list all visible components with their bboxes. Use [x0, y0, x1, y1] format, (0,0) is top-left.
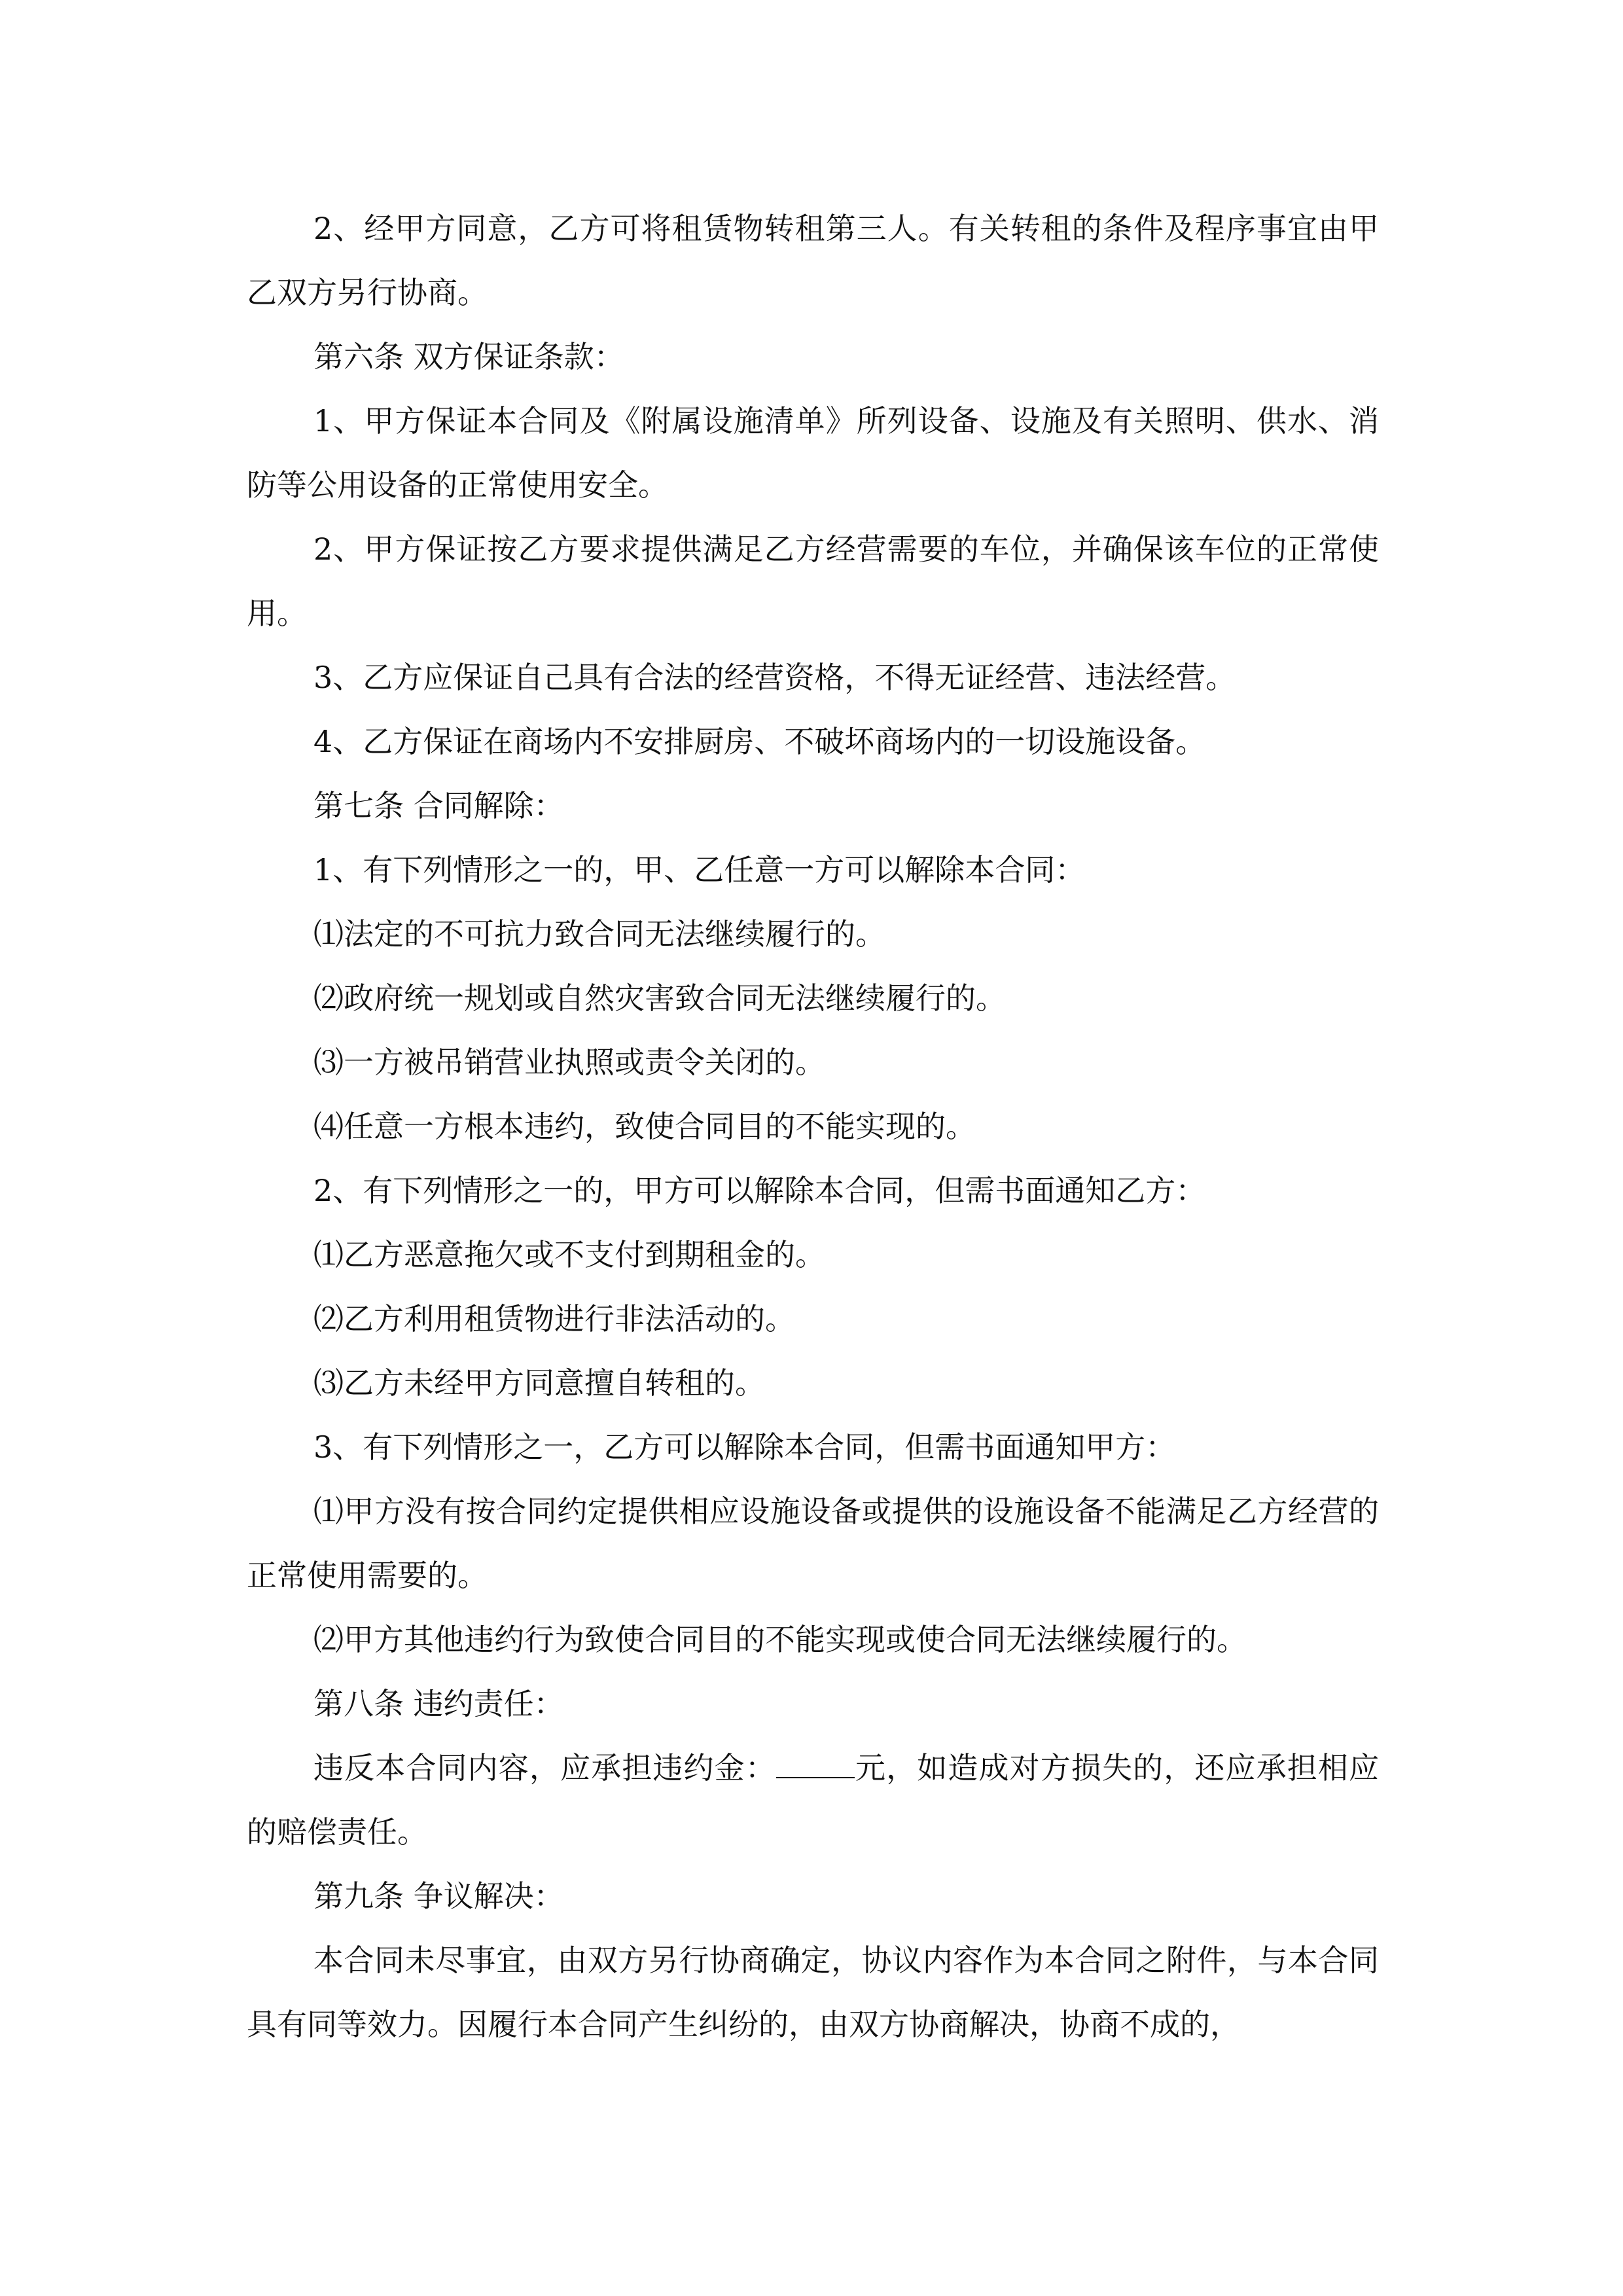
paragraph-7-2-b: ⑵乙方利用租赁物进行非法活动的。 [313, 1301, 795, 1336]
paragraph-6-3: 3、乙方应保证自己具有合法的经营资格，不得无证经营、违法经营。 [313, 660, 1236, 695]
article-9-heading: 第九条 争议解决： [313, 1878, 564, 1914]
paragraph-9-1: 本合同未尽事宜，由双方另行协商确定，协议内容作为本合同之附件，与本合同具有同等效力。因履行本合同产生纠纷的，由双方协商解决，协商不成的， [247, 1943, 1379, 2042]
paragraph-7-2-c: ⑶乙方未经甲方同意擅自转租的。 [313, 1365, 765, 1401]
article-8-heading: 第八条 违约责任： [313, 1686, 564, 1721]
paragraph-7-3: 3、有下列情形之一，乙方可以解除本合同，但需书面通知甲方： [313, 1429, 1176, 1465]
article-7-heading: 第七条 合同解除： [313, 788, 564, 823]
penalty-text-before: 违反本合同内容，应承担违约金： [313, 1750, 776, 1785]
paragraph-7-1-c: ⑶一方被吊销营业执照或责令关闭的。 [313, 1045, 825, 1080]
paragraph-6-4: 4、乙方保证在商场内不安排厨房、不破坏商场内的一切设施设备。 [313, 724, 1206, 759]
penalty-text-after: 元，如造成对方损失的，还应承担相应的赔偿责任。 [247, 1750, 1379, 1850]
paragraph-7-2-a: ⑴乙方恶意拖欠或不支付到期租金的。 [313, 1237, 825, 1272]
penalty-amount-blank [776, 1753, 855, 1778]
paragraph-7-1-b: ⑵政府统一规划或自然灾害致合同无法继续履行的。 [313, 980, 1006, 1016]
paragraph-sublet: 2、经甲方同意，乙方可将租赁物转租第三人。有关转租的条件及程序事宜由甲乙双方另行协商。 [247, 211, 1379, 310]
paragraph-7-1-a: ⑴法定的不可抗力致合同无法继续履行的。 [313, 916, 885, 952]
article-6-heading: 第六条 双方保证条款： [313, 339, 624, 374]
paragraph-6-1: 1、甲方保证本合同及《附属设施清单》所列设备、设施及有关照明、供水、消防等公用设备的正常使用安全。 [247, 403, 1379, 503]
paragraph-8-penalty [247, 1736, 1379, 1864]
paragraph-7-3-b: ⑵甲方其他违约行为致使合同目的不能实现或使合同无法继续履行的。 [313, 1622, 1247, 1657]
paragraph-7-3-a: ⑴甲方没有按合同约定提供相应设施设备或提供的设施设备不能满足乙方经营的正常使用需要的。 [247, 1494, 1379, 1593]
paragraph-7-2: 2、有下列情形之一的，甲方可以解除本合同，但需书面通知乙方： [313, 1173, 1206, 1208]
paragraph-7-1: 1、有下列情形之一的，甲、乙任意一方可以解除本合同： [313, 852, 1086, 888]
paragraph-7-1-d: ⑷任意一方根本违约，致使合同目的不能实现的。 [313, 1109, 976, 1144]
paragraph-6-2: 2、甲方保证按乙方要求提供满足乙方经营需要的车位，并确保该车位的正常使用。 [247, 531, 1379, 631]
document-body [247, 196, 1379, 2056]
